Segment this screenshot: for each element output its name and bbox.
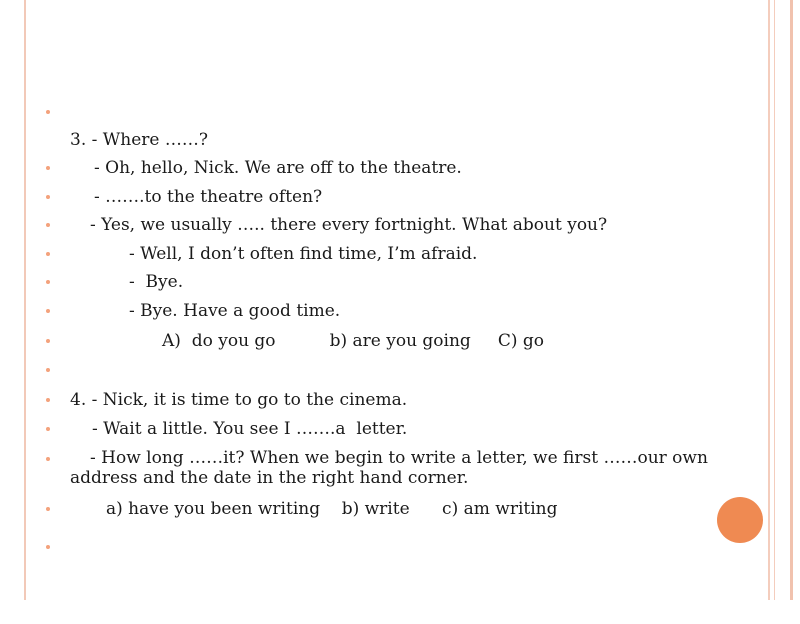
right-rule <box>768 0 770 600</box>
question-4-start: 4. - Nick, it is time to go to the cinema. <box>70 390 408 410</box>
line-text: - How long ……it? When we begin to write a letter, we first ……our own address and the date in the right hand corner. <box>70 448 708 488</box>
bullet-icon <box>46 252 50 256</box>
line-text: - Bye. Have a good time. <box>129 301 341 321</box>
question-3-start: 3. - Where ……? <box>70 130 208 150</box>
answer-options-4: a) have you been writing b) write c) am writing <box>106 499 558 519</box>
bullet-icon <box>46 223 50 227</box>
bullet-icon <box>46 280 50 284</box>
bullet-icon <box>46 427 50 431</box>
bullet-icon <box>46 398 50 402</box>
right-rule-thin <box>774 0 775 600</box>
bullet-icon <box>46 457 50 461</box>
bullet-icon <box>46 507 50 511</box>
bullet-icon <box>46 195 50 199</box>
line-text: - …….to the theatre often? <box>94 187 323 207</box>
line-text: - Yes, we usually ….. there every fortnight. What about you? <box>90 215 608 235</box>
bullet-icon <box>46 110 50 114</box>
bullet-icon <box>46 545 50 549</box>
line-text: - Well, I don’t often find time, I’m afraid. <box>129 244 478 264</box>
bullet-icon <box>46 368 50 372</box>
bullet-icon <box>46 166 50 170</box>
line-text: - Oh, hello, Nick. We are off to the theatre. <box>94 158 462 178</box>
line-text: - Bye. <box>129 272 184 292</box>
list-item <box>46 536 726 624</box>
answer-options-3: A) do you go b) are you going C) go <box>162 331 544 351</box>
bullet-icon <box>46 309 50 313</box>
right-edge-rule <box>790 0 793 600</box>
bullet-icon <box>46 339 50 343</box>
line-text: - Wait a little. You see I …….a letter. <box>92 419 408 439</box>
left-rule <box>24 0 26 600</box>
